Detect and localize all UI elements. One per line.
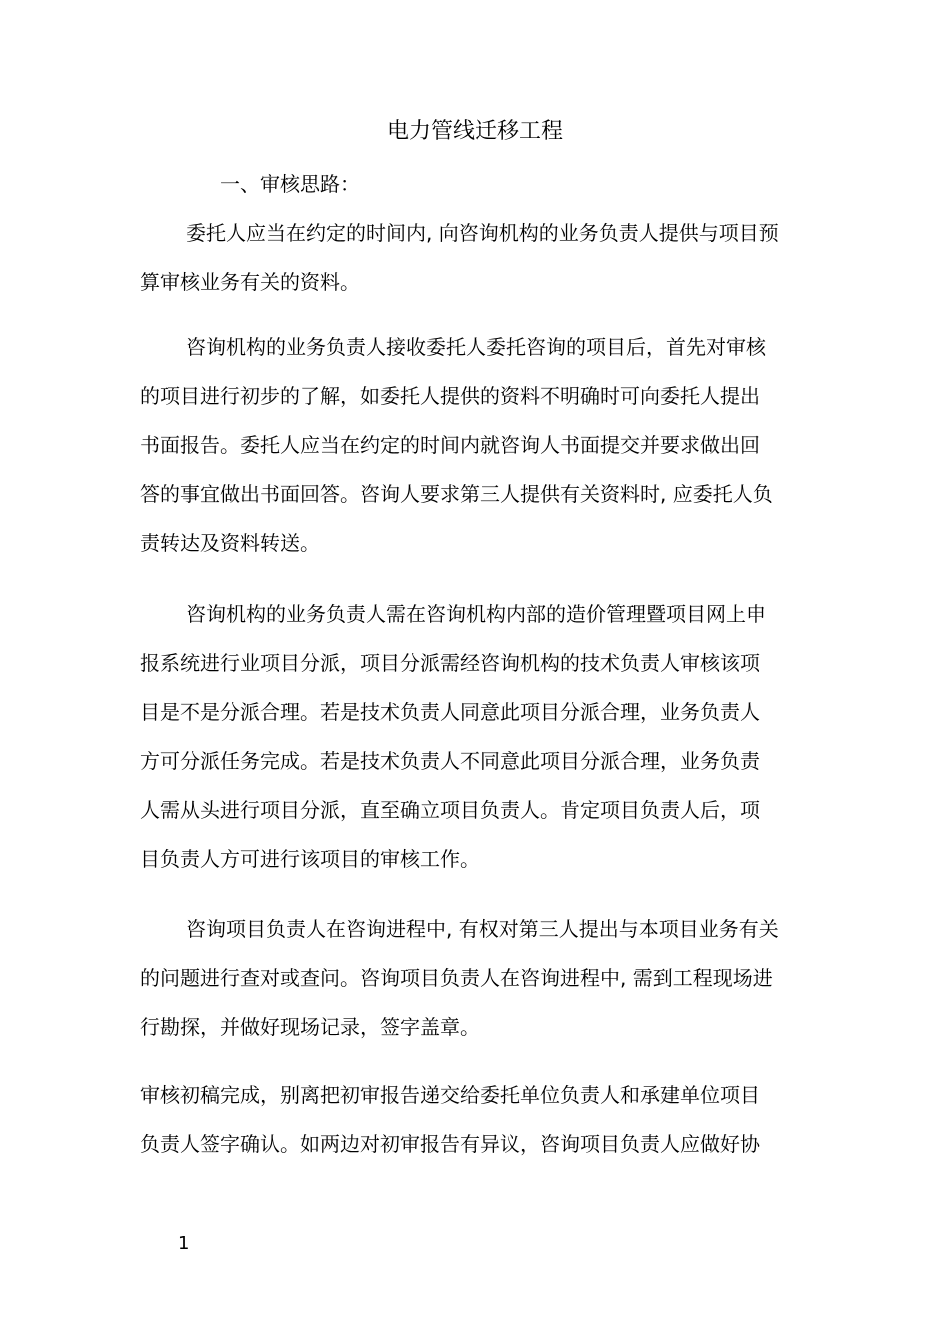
paragraph-2 xyxy=(140,323,820,568)
paragraph-line: 目是不是分派合理。若是技术负责人同意此项目分派合理，业务负责人 xyxy=(140,700,760,724)
paragraph-5 xyxy=(140,1071,820,1169)
paragraph-4 xyxy=(140,905,820,1052)
paragraph-line: 目负责人方可进行该项目的审核工作。 xyxy=(140,847,480,871)
paragraph-line: 书面报告。委托人应当在约定的时间内就咨询人书面提交并要求做出回 xyxy=(140,433,760,457)
paragraph-line: 责转达及资料转送。 xyxy=(140,531,320,555)
paragraph-1 xyxy=(140,209,820,307)
paragraph-line: 的项目进行初步的了解，如委托人提供的资料不明确时可向委托人提出 xyxy=(140,384,760,408)
page-number: 1 xyxy=(178,1233,190,1254)
paragraph-line: 咨询机构的业务负责人接收委托人委托咨询的项目后，首先对审核 xyxy=(186,335,766,359)
paragraph-line: 答的事宜做出书面回答。咨询人要求第三人提供有关资料时, 应委托人负 xyxy=(140,482,773,506)
paragraph-3 xyxy=(140,590,820,884)
paragraph-line: 的问题进行查对或查问。咨询项目负责人在咨询进程中, 需到工程现场进 xyxy=(140,966,773,990)
paragraph-line: 咨询机构的业务负责人需在咨询机构内部的造价管理暨项目网上申 xyxy=(186,602,766,626)
paragraph-line: 咨询项目负责人在咨询进程中, 有权对第三人提出与本项目业务有关 xyxy=(186,917,779,941)
paragraph-line: 委托人应当在约定的时间内, 向咨询机构的业务负责人提供与项目预 xyxy=(186,221,779,245)
paragraph-line: 报系统进行业项目分派，项目分派需经咨询机构的技术负责人审核该项 xyxy=(140,651,760,675)
paragraph-line: 行勘探，并做好现场记录，签字盖章。 xyxy=(140,1015,480,1039)
section-heading: 一、审核思路： xyxy=(220,172,360,196)
document-title: 电力管线迁移工程 xyxy=(386,119,563,144)
paragraph-line: 方可分派任务完成。若是技术负责人不同意此项目分派合理，业务负责 xyxy=(140,749,760,773)
paragraph-line: 人需从头进行项目分派，直至确立项目负责人。肯定项目负责人后，项 xyxy=(140,798,760,822)
paragraph-line: 算审核业务有关的资料。 xyxy=(140,270,360,294)
paragraph-line: 审核初稿完成，别离把初审报告递交给委托单位负责人和承建单位项目 xyxy=(140,1083,760,1107)
paragraph-line: 负责人签字确认。如两边对初审报告有异议，咨询项目负责人应做好协 xyxy=(140,1132,760,1156)
